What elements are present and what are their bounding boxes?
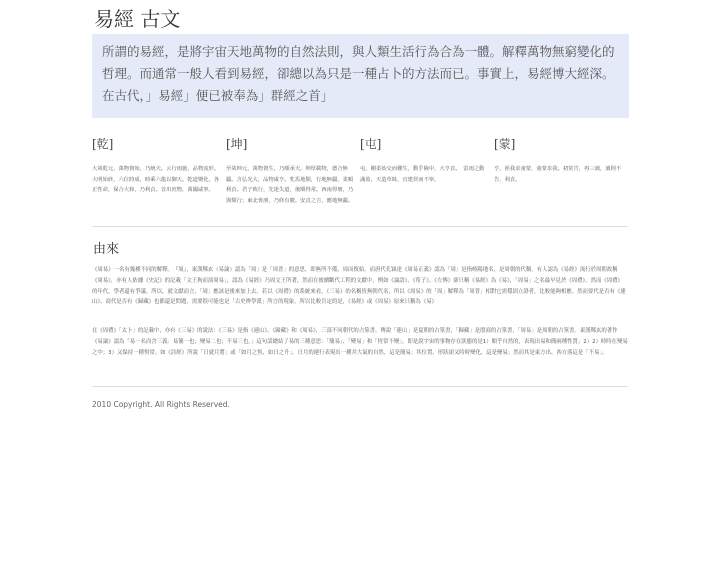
hexagram-columns	[92, 135, 628, 206]
section-divider	[92, 226, 628, 227]
hexagram-heading: [乾]	[92, 137, 114, 151]
hexagram-heading: [屯]	[360, 137, 382, 151]
hexagram-text: 亨，匪我求童蒙，童蒙求我。初筮告，再三瀆，瀆則不告，利貞。	[494, 166, 622, 183]
origin-heading: 由來	[93, 242, 120, 257]
hexagram-heading: [蒙]	[494, 137, 516, 151]
hexagram-kun	[226, 135, 360, 206]
intro-box: 所謂的易經，是將宇宙天地萬物的自然法則，與人類生活行為合為一體。解釋萬物無窮變化的哲理。而通常一般人看到易經，卻總以為只是一種占卜的方法而已。事實上，易經博大經深。在古代，」易經」便已被奉為」群經之首」	[92, 34, 629, 118]
origin-paragraph-1: 《周易》一名有幾種不同的解釋。 『周』，東漢鄭玄（易論）認為「周」是「周普」的意思，即無所不備，周而復始。而唐代孔穎達《周易正義》認為「周」是指岐陽地名，是周朝的代稱。有人認為《易經》流行於周朝故稱《周易》，亦有人依據《史記》的記載「文王拘而演周易」，認為《易經》乃周文王所著，然而在後續斷代工程的文獻中，例如《論語》、《荀子》、《左傳》卻只稱《易經》為《易》，「周易」之名最早見於《周禮》。然而《周禮》的年代，學者還有爭議。所以，就文獻而言，「周」應該是後來加上去。若以《周禮》的系統來看，《三易》的名稱皆無朝代名，所以《周易》的「周」解釋為「周普」相對它需穩固立證者，比較能夠相應。然而要代是否有《連山》、商代是否有《歸藏》也都還是問題，需要很可能也是「古史辨學派」所言的現象。所以比較肯定的是，《易經》或《周易》原來只稱為《易》	[92, 267, 626, 306]
page-title: 易經 古文	[94, 7, 181, 31]
origin-paragraph-2: 在《周禮》「太卜」的記載中，亦有《三易》的說法：《三易》是指《連山》、《歸藏》和《周易》，三部不同朝代的占筮書。傳說「連山」是夏朝的占筮書，「歸藏」是殷商的占筮書，「周易」是周朝的占筮書。東漢鄭玄的著作《易論》認為「易一名而含三義：易簡一也；變易二也；不易三也。」這句話總結了易的三種意思：「簡易」、「變易」和「恆常不變」。即是說宇宙的事物存在狀態的是1）順乎自然的，表現出易和簡兩種性質；2）2）時時在變易之中；3）又保持一種恆常。如《詩經》所說「日就月將」或「如月之恆，如日之升」。日月的運行表現出一種井大氣的自然，這是簡易；其位置、形狀卻又時時變化，這是變易；然而其是東方出、西方落這是「不易」。	[92, 328, 628, 356]
hexagram-meng	[494, 135, 628, 206]
hexagram-heading: [坤]	[226, 137, 248, 151]
hexagram-zhun	[360, 135, 494, 206]
hexagram-text: 大哉乾元，萬物資始，乃統天。云行雨施，品物流形。大明始終，六位時成，時乘六龍以御天。乾道變化，各正性命，保合大和，乃利貞。首出庶物，萬國咸寧。	[92, 166, 220, 193]
footer-copyright: 2010 Copyright. All Rights Reserved.	[92, 400, 230, 409]
hexagram-text: 屯，剛柔始交而難生，動乎險中，大亨貞。 雷雨之動滿盈，天造草昧，宜建侯而不寧。	[360, 166, 485, 183]
footer-divider	[92, 386, 628, 387]
hexagram-text: 至哉坤元，萬物資生，乃順承天。坤厚載物，德合無疆。含弘光大，品物咸亨。牝馬地類，行地無疆，柔順利貞。君子攸行，先迷失道，後順得常。西南得朋，乃與類行；東北喪朋，乃終有慶。安貞之吉，應地無疆。	[226, 166, 354, 204]
hexagram-qian	[92, 135, 226, 206]
